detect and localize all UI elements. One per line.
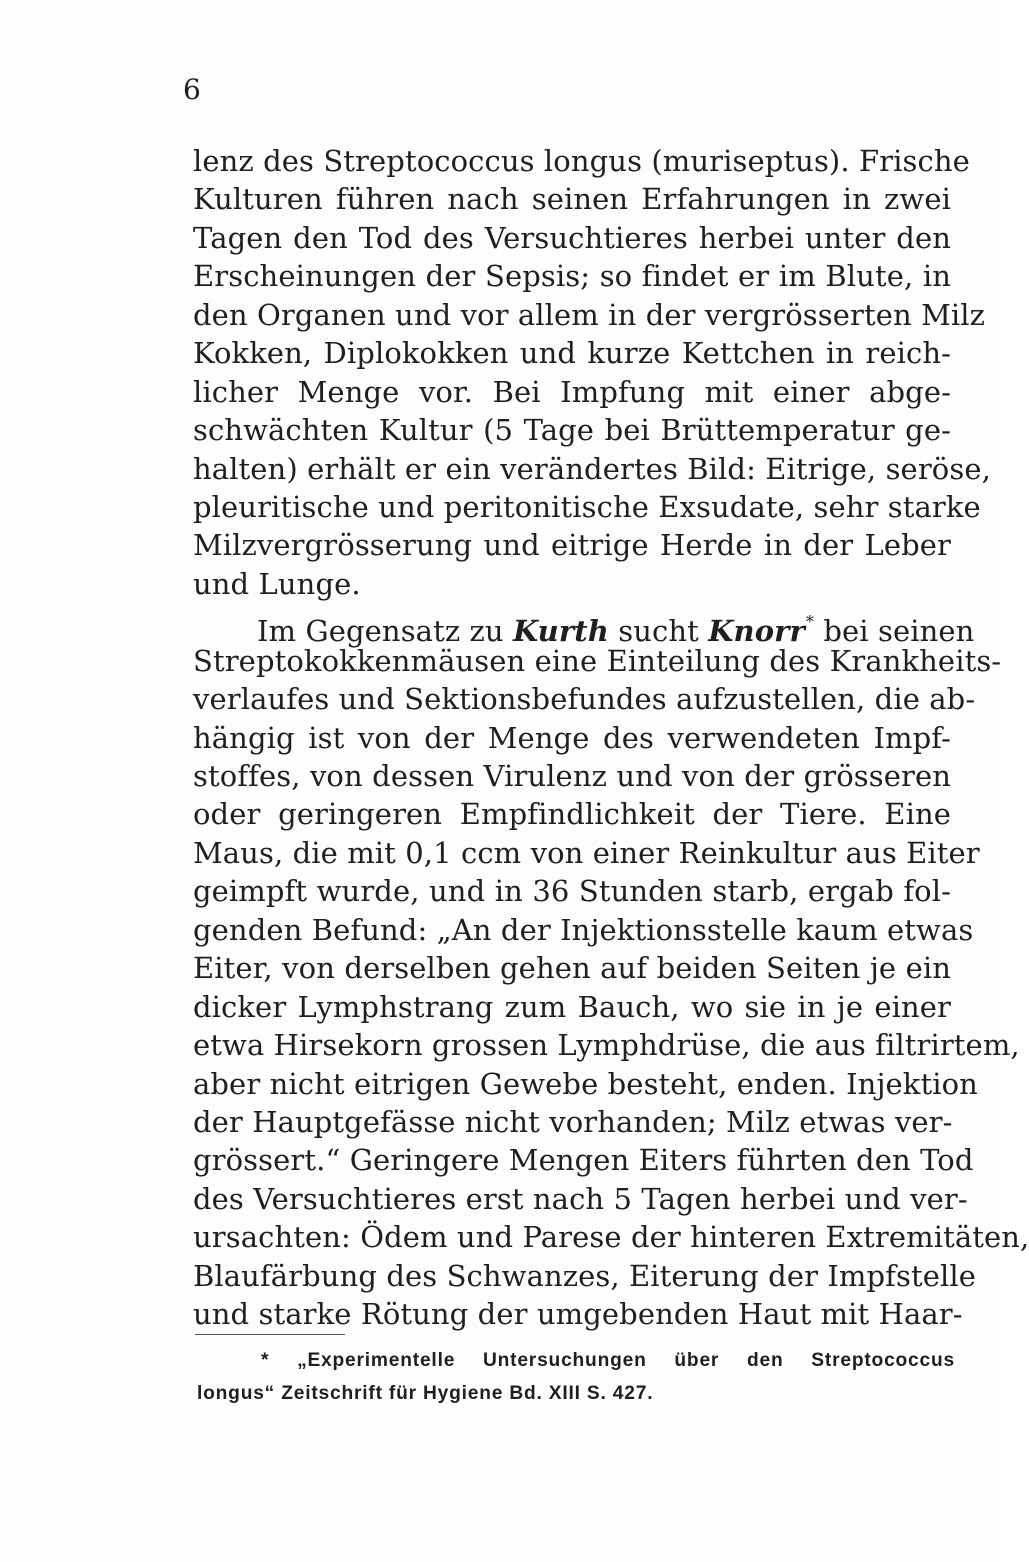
paragraph-start-line	[193, 603, 975, 649]
text-line: Milzvergrösserung und eitrige Herde in der Leber	[193, 528, 951, 563]
text-line: Kulturen führen nach seinen Erfahrungen in zwei	[193, 182, 951, 217]
text-line: genden Befund: „An der Injektionsstelle kaum etwas	[193, 912, 974, 947]
page-number: 6	[183, 73, 201, 106]
text-line: lenz des Streptococcus longus (muriseptus). Frische	[193, 144, 970, 178]
text-line: hängig ist von der Menge des verwendeten Impf-	[193, 720, 951, 755]
text-line: pleuritische und peritonitische Exsudate, sehr starke	[193, 489, 981, 524]
footnote-line: longus“ Zeitschrift für Hygiene Bd. XIII S. 427.	[197, 1383, 654, 1404]
text-line: Kokken, Diplokokken und kurze Kettchen in reich-	[193, 336, 951, 371]
text-line: Tagen den Tod des Versuchtieres herbei unter den	[193, 220, 951, 255]
text-segment: Im Gegensatz zu	[257, 614, 514, 649]
text-line: verlaufes und Sektionsbefundes aufzustellen, die ab-	[193, 682, 976, 717]
text-line: oder geringeren Empfindlichkeit der Tiere. Eine	[193, 797, 951, 832]
text-line: ursachten: Ödem und Parese der hinteren Extremitäten,	[193, 1220, 1029, 1255]
footnote-marker: *	[805, 612, 815, 632]
text-line: Erscheinungen der Sepsis; so findet er im Blute, in	[193, 259, 951, 294]
text-line: den Organen und vor allem in der vergrösserten Milz	[193, 297, 986, 332]
text-segment: bei seinen	[814, 614, 975, 649]
author-name-knorr: Knorr	[708, 614, 805, 649]
text-segment: sucht	[608, 614, 709, 649]
footnote-divider	[195, 1334, 345, 1335]
text-line: halten) erhält er ein verändertes Bild: Eitrige, seröse,	[193, 451, 991, 486]
text-line: Maus, die mit 0,1 ccm von einer Reinkultur aus Eiter	[193, 835, 980, 870]
text-line: stoffes, von dessen Virulenz und von der grösseren	[193, 759, 951, 793]
author-name-kurth: Kurth	[513, 614, 609, 649]
text-line: des Versuchtieres erst nach 5 Tagen herbei und ver-	[193, 1181, 968, 1216]
text-line: schwächten Kultur (5 Tage bei Brüttemperatur ge-	[193, 413, 951, 448]
text-line: der Hauptgefässe nicht vorhanden; Milz etwas ver-	[193, 1104, 953, 1139]
text-line: licher Menge vor. Bei Impfung mit einer abge-	[193, 374, 951, 409]
text-line: und starke Rötung der umgebenden Haut mit Haar-	[193, 1297, 963, 1332]
footnote	[197, 1344, 955, 1410]
text-line: dicker Lymphstrang zum Bauch, wo sie in je einer	[193, 989, 951, 1024]
text-line: aber nicht eitrigen Gewebe besteht, enden. Injektion	[193, 1066, 978, 1101]
paragraph-end-line: und Lunge.	[193, 566, 361, 601]
text-line: Blaufärbung des Schwanzes, Eiterung der Impfstelle	[193, 1258, 977, 1293]
text-line: geimpft wurde, und in 36 Stunden starb, ergab fol-	[193, 874, 951, 909]
body-text	[193, 142, 1029, 1334]
text-line: etwa Hirsekorn grossen Lymphdrüse, die aus filtrirtem,	[193, 1028, 1020, 1063]
text-line: grössert.“ Geringere Mengen Eiters führten den Tod	[193, 1143, 974, 1178]
text-line: Eiter, von derselben gehen auf beiden Seiten je ein	[193, 951, 951, 986]
text-line: Streptokokkenmäusen eine Einteilung des Krankheits-	[193, 643, 1002, 678]
footnote-line: * „Experimentelle Untersuchungen über den Streptococcus	[261, 1350, 955, 1371]
